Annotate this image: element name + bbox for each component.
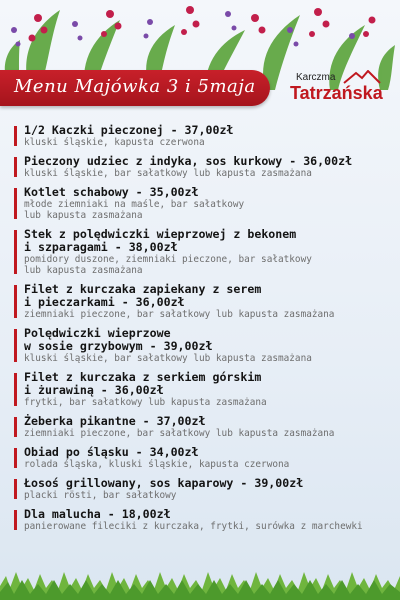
- menu-item: [14, 327, 394, 364]
- menu-item-description: pomidory duszone, ziemniaki pieczone, bar sałatkowy lub kapusta zasmażana: [24, 254, 312, 276]
- menu-item: [14, 283, 394, 320]
- menu-item: [14, 446, 394, 470]
- menu-item-title: Dla malucha - 18,00zł: [24, 507, 171, 521]
- menu-list: [14, 124, 394, 539]
- menu-item: [14, 415, 394, 439]
- menu-item-title: Łosoś grillowany, sos kaparowy - 39,00zł: [24, 476, 304, 490]
- menu-item: [14, 186, 394, 221]
- menu-item-description: placki rösti, bar sałatkowy: [24, 490, 177, 501]
- menu-item-description: kluski śląskie, kapusta czerwona: [24, 137, 205, 148]
- menu-item: [14, 228, 394, 276]
- menu-item-description: panierowane fileciki z kurczaka, frytki, surówka z marchewki: [24, 521, 363, 532]
- menu-item-description: kluski śląskie, bar sałatkowy lub kapusta zasmażana: [24, 168, 312, 179]
- menu-item-title: Stek z polędwiczki wieprzowej z bekonem i szparagami - 38,00zł: [24, 227, 297, 254]
- menu-item-description: rolada śląska, kluski śląskie, kapusta czerwona: [24, 459, 290, 470]
- menu-item-description: ziemniaki pieczone, bar sałatkowy lub kapusta zasmażana: [24, 309, 335, 320]
- menu-banner: [0, 70, 270, 106]
- menu-item-title: Obiad po śląsku - 34,00zł: [24, 445, 199, 459]
- grass-decoration: [0, 568, 400, 600]
- menu-item: [14, 155, 394, 179]
- menu-item-title: Pieczony udziec z indyka, sos kurkowy - 36,00zł: [24, 154, 353, 168]
- menu-item-title: Żeberka pikantne - 37,00zł: [24, 414, 206, 428]
- menu-item-title: Filet z kurczaka z serkiem górskim i żurawiną - 36,00zł: [24, 370, 262, 397]
- menu-item-title: Polędwiczki wieprzowe w sosie grzybowym - 39,00zł: [24, 326, 213, 353]
- logo-small-text: Karczma: [296, 72, 336, 83]
- menu-item-description: kluski śląskie, bar sałatkowy lub kapusta zasmażana: [24, 353, 312, 364]
- menu-item-description: frytki, bar sałatkowy lub kapusta zasmażana: [24, 397, 267, 408]
- menu-item: [14, 508, 394, 532]
- menu-item: [14, 124, 394, 148]
- menu-item-description: ziemniaki pieczone, bar sałatkowy lub kapusta zasmażana: [24, 428, 335, 439]
- mountain-icon: [342, 70, 382, 84]
- menu-item: [14, 371, 394, 408]
- restaurant-logo: [290, 70, 390, 110]
- menu-item-title: Filet z kurczaka zapiekany z serem i pieczarkami - 36,00zł: [24, 282, 262, 309]
- menu-item: [14, 477, 394, 501]
- menu-item-title: 1/2 Kaczki pieczonej - 37,00zł: [24, 123, 234, 137]
- banner-title: Menu Majówka 3 i 5maja: [14, 76, 256, 97]
- menu-item-title: Kotlet schabowy - 35,00zł: [24, 185, 199, 199]
- logo-big-text: Tatrzańska: [290, 83, 383, 103]
- menu-item-description: młode ziemniaki na maśle, bar sałatkowy lub kapusta zasmażana: [24, 199, 245, 221]
